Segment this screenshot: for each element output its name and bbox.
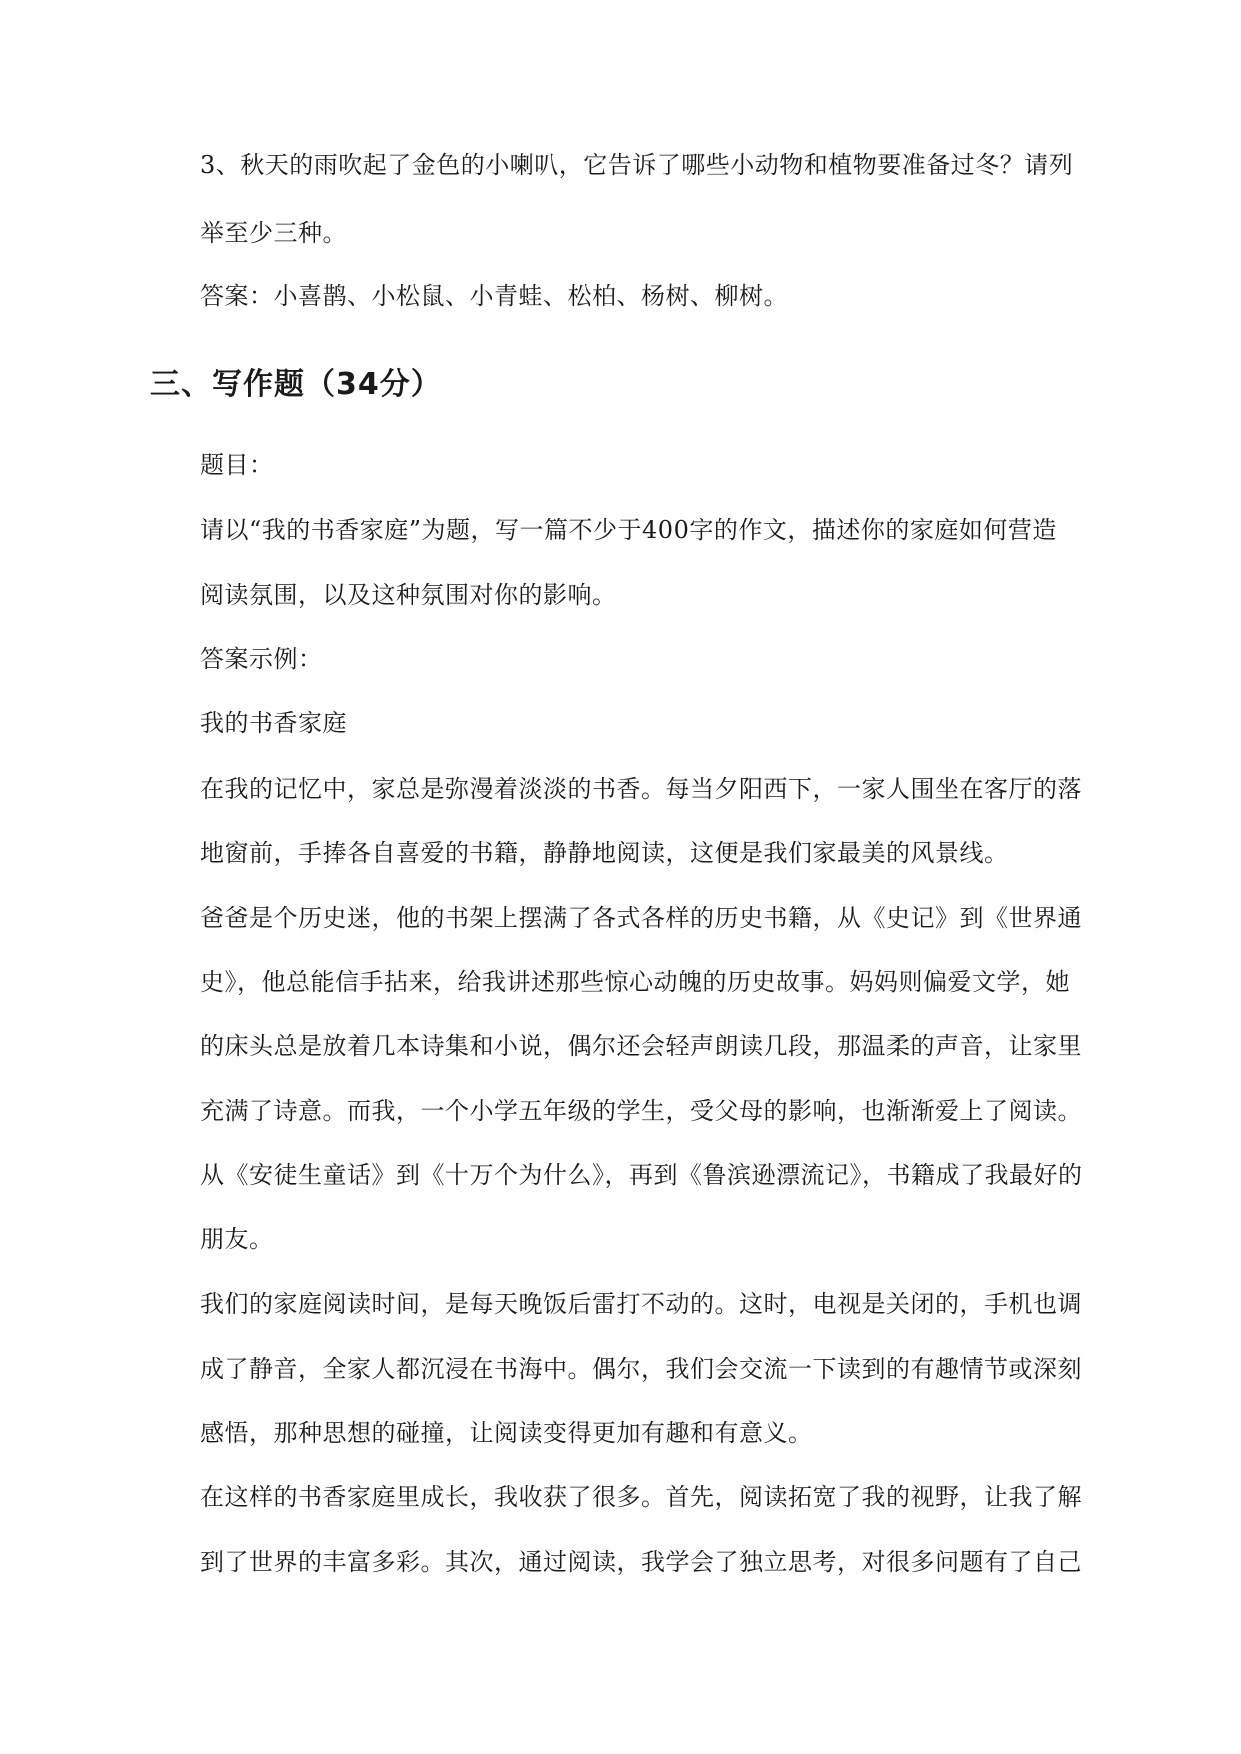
prompt-line-2: 阅读氛围，以及这种氛围对你的影响。 xyxy=(200,581,617,609)
essay-line: 朋友。 xyxy=(200,1225,274,1253)
question-3-line-1: 3、秋天的雨吹起了金色的小喇叭，它告诉了哪些小动物和植物要准备过冬？请列 xyxy=(200,151,1074,179)
essay-line: 史》，他总能信手拈来，给我讲述那些惊心动魄的历史故事。妈妈则偏爱文学，她 xyxy=(200,968,1070,996)
example-label: 答案示例： xyxy=(200,645,323,673)
essay-line: 爸爸是个历史迷，他的书架上摆满了各式各样的历史书籍，从《史记》到《世界通 xyxy=(200,904,1082,932)
essay-line: 成了静音，全家人都沉浸在书海中。偶尔，我们会交流一下读到的有趣情节或深刻 xyxy=(200,1355,1082,1383)
essay-line: 的床头总是放着几本诗集和小说，偶尔还会轻声朗读几段，那温柔的声音，让家里 xyxy=(200,1032,1082,1060)
essay-title: 我的书香家庭 xyxy=(200,709,347,737)
essay-line: 我们的家庭阅读时间，是每天晚饭后雷打不动的。这时，电视是关闭的，手机也调 xyxy=(200,1290,1082,1318)
essay-line: 在这样的书香家庭里成长，我收获了很多。首先，阅读拓宽了我的视野，让我了解 xyxy=(200,1483,1082,1511)
essay-line: 充满了诗意。而我，一个小学五年级的学生，受父母的影响，也渐渐爱上了阅读。 xyxy=(200,1097,1082,1125)
essay-line: 从《安徒生童话》到《十万个为什么》，再到《鲁滨逊漂流记》，书籍成了我最好的 xyxy=(200,1161,1083,1189)
question-3-line-2: 举至少三种。 xyxy=(200,219,347,247)
essay-line: 感悟，那种思想的碰撞，让阅读变得更加有趣和有意义。 xyxy=(200,1419,813,1447)
essay-line: 到了世界的丰富多彩。其次，通过阅读，我学会了独立思考，对很多问题有了自己 xyxy=(200,1548,1082,1576)
section-heading: 三、写作题（34分） xyxy=(150,367,442,402)
essay-line: 地窗前，手捧各自喜爱的书籍，静静地阅读，这便是我们家最美的风景线。 xyxy=(200,839,1009,867)
prompt-label: 题目： xyxy=(200,451,274,479)
question-3-answer: 答案：小喜鹊、小松鼠、小青蛙、松柏、杨树、柳树。 xyxy=(200,282,788,310)
essay-line: 在我的记忆中，家总是弥漫着淡淡的书香。每当夕阳西下，一家人围坐在客厅的落 xyxy=(200,775,1082,803)
prompt-line-1: 请以“我的书香家庭”为题，写一篇不少于400字的作文，描述你的家庭如何营造 xyxy=(200,516,1057,544)
